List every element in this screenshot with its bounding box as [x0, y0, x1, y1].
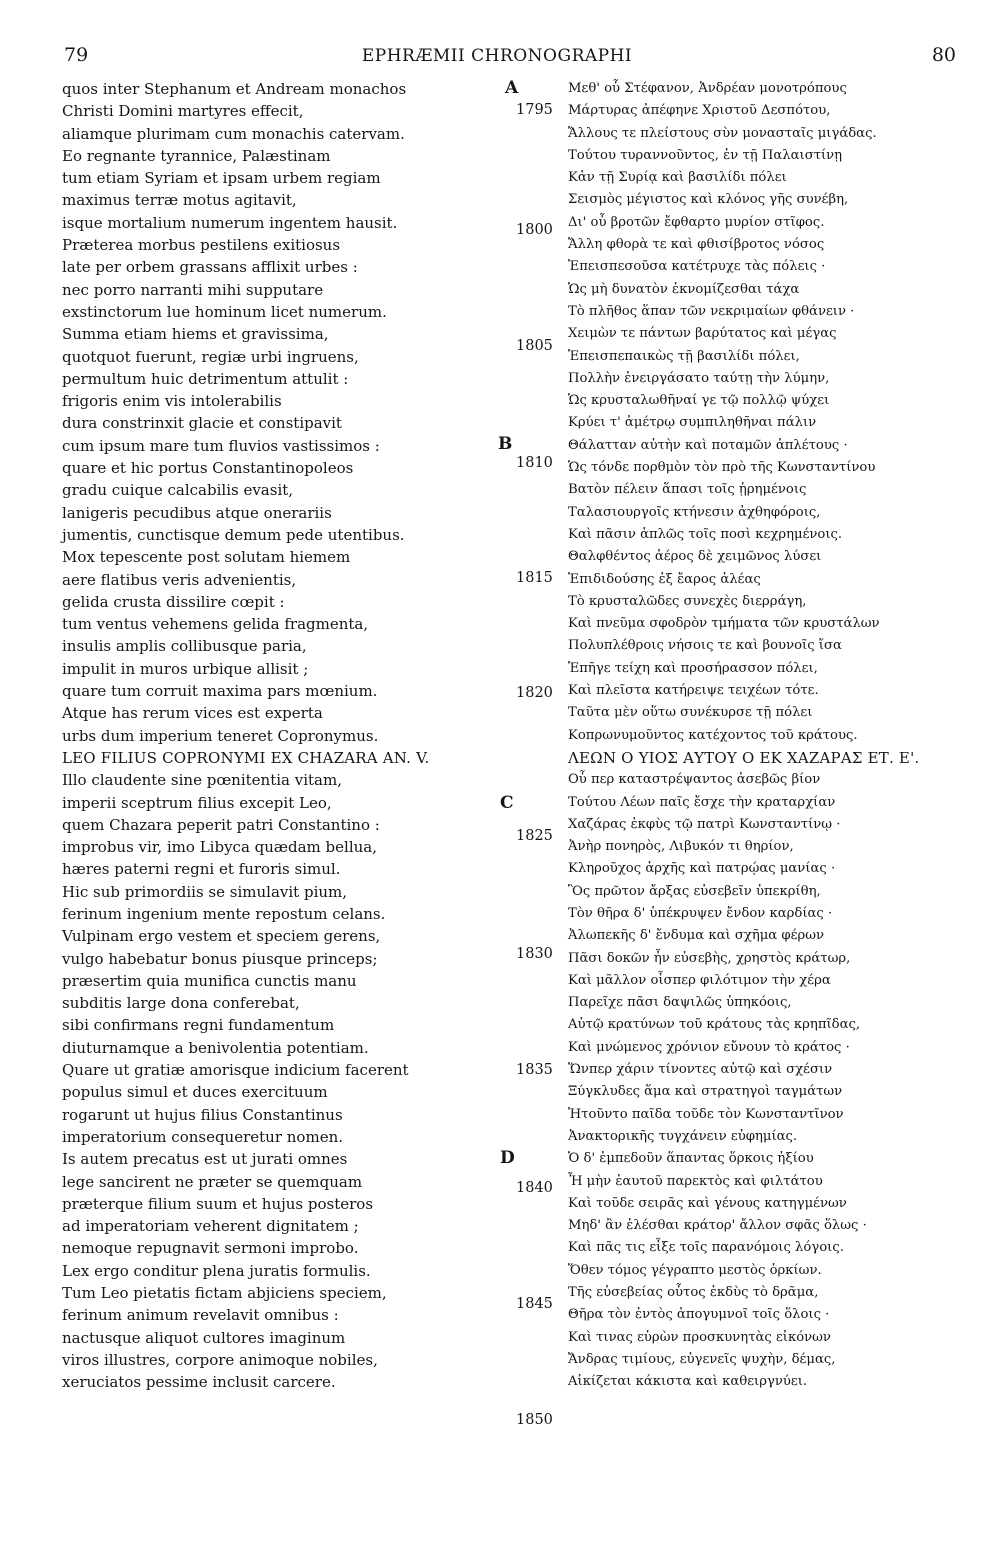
- latin-line: Vulpinam ergo vestem et speciem gerens,: [62, 927, 381, 946]
- latin-line: exstinctorum lue hominum licet numerum.: [62, 302, 387, 321]
- greek-line: Δι' οὗ βροτῶν ἔφθαρτο μυρίον στῖφος.: [568, 214, 825, 230]
- greek-line: Ἀλωπεκῆς δ' ἔνδυμα καὶ σχῆμα φέρων: [568, 928, 824, 944]
- greek-line: Πολλὴν ἐνειργάσατο ταύτῃ τὴν λύμην,: [568, 370, 830, 386]
- latin-line: imperatorium consequeretur nomen.: [62, 1127, 343, 1146]
- latin-line: tum ventus vehemens gelida fragmenta,: [62, 615, 369, 634]
- latin-line: diuturnamque a benivolentia potentiam.: [62, 1038, 369, 1057]
- greek-line: Τούτου Λέων παῖς ἔσχε τὴν κραταρχίαν: [568, 794, 836, 810]
- latin-line: maximus terræ motus agitavit,: [62, 191, 297, 210]
- greek-line: Πᾶσι δοκῶν ἦν εὐσεβὴς, χρηστὸς κράτωρ,: [568, 950, 851, 966]
- latin-line: ferinum animum revelavit omnibus :: [62, 1306, 339, 1325]
- latin-line: aere flatibus veris advenientis,: [62, 570, 297, 589]
- greek-line: Καὶ πᾶσιν ἁπλῶς τοῖς ποσὶ κεχρημένοις.: [568, 526, 843, 542]
- greek-line: Ὃς πρῶτον ἄρξας εὐσεβεῖν ὑπεκρίθη,: [568, 883, 821, 899]
- latin-line: nemoque repugnavit sermoni improbo.: [62, 1239, 359, 1258]
- greek-line: Κοπρωνυμοῦντος κατέχοντος τοῦ κράτους.: [568, 727, 858, 743]
- verse-number: 1795: [516, 102, 553, 118]
- greek-line: Ὁ δ' ἐμπεδοῦν ἅπαντας ὅρκοις ἠξίου: [568, 1151, 814, 1167]
- latin-line: quos inter Stephanum et Andream monachos: [62, 80, 407, 98]
- latin-line: Mox tepescente post solutam hiemem: [62, 548, 351, 567]
- latin-line: quare et hic portus Constantinopoleos: [62, 459, 354, 478]
- verse-number: 1840: [516, 1180, 553, 1196]
- latin-line: insulis amplis collibusque paria,: [62, 637, 307, 656]
- latin-line: Præterea morbus pestilens exitiosus: [62, 236, 341, 255]
- verse-number: 1820: [516, 685, 553, 701]
- section-marker-c: C: [500, 793, 514, 813]
- greek-line: Μηδ' ἂν ἑλέσθαι κράτορ' ἄλλον σφᾶς ὅλως ·: [568, 1218, 867, 1234]
- latin-line: sibi confirmans regni fundamentum: [62, 1016, 335, 1035]
- page-number-right: 80: [931, 44, 956, 66]
- greek-line: Ἀνακτορικῆς τυγχάνειν εὐφημίας.: [568, 1128, 798, 1144]
- greek-line: Καὶ πνεῦμα σφοδρὸν τμήματα τῶν κρυστάλων: [568, 616, 880, 632]
- greek-line: Χαζάρας ἐκφὺς τῷ πατρὶ Κωνσταντίνῳ ·: [568, 816, 841, 832]
- greek-line: Τούτου τυραννοῦντος, ἐν τῇ Παλαιστίνῃ: [568, 147, 843, 163]
- greek-line: Βατὸν πέλειν ἅπασι τοῖς ᾑρημένοις: [568, 482, 807, 498]
- latin-line: Lex ergo conditur plena juratis formulis.: [62, 1261, 371, 1280]
- greek-line: Ἄλλους τε πλείστους σὺν μονασταῖς μιγάδας.: [568, 125, 877, 141]
- latin-line: cum ipsum mare tum fluvios vastissimos :: [62, 436, 380, 455]
- latin-line: ad imperatoriam veherent dignitatem ;: [62, 1217, 359, 1236]
- latin-line: improbus vir, imo Libyca quædam bellua,: [62, 838, 377, 857]
- greek-line: Ἐπιδιδούσης ἐξ ἔαρος ἀλέας: [568, 571, 761, 587]
- greek-line: Ὡς τόνδε πορθμὸν τὸν πρὸ τῆς Κωνσταντίνου: [568, 460, 876, 476]
- greek-line: Ἄνδρας τιμίους, εὐγενεῖς ψυχὴν, δέμας,: [568, 1351, 836, 1367]
- greek-line: Οὗ περ καταστρέψαντος ἀσεβῶς βίον: [568, 772, 821, 788]
- latin-line: nactusque aliquot cultores imaginum: [62, 1328, 346, 1347]
- greek-line: Καὶ τοῦδε σειρᾶς καὶ γένους κατηγμένων: [568, 1195, 847, 1211]
- latin-line: gelida crusta dissilire cœpit :: [62, 592, 285, 611]
- verse-number: 1825: [516, 828, 553, 844]
- latin-line: gradu cuique calcabilis evasit,: [62, 481, 294, 500]
- greek-line: Ταῦτα μὲν οὕτω συνέκυρσε τῇ πόλει: [568, 705, 813, 721]
- latin-line: Is autem precatus est ut jurati omnes: [62, 1150, 348, 1169]
- greek-line: Μεθ' οὗ Στέφανον, Ἀνδρέαν μονοτρόπους: [568, 81, 847, 96]
- latin-line: Atque has rerum vices est experta: [62, 704, 323, 723]
- verse-number: 1830: [516, 946, 553, 962]
- latin-line: late per orbem grassans afflixit urbes :: [62, 258, 358, 277]
- latin-line: populus simul et duces exercituum: [62, 1083, 328, 1102]
- greek-line: Ὡς μὴ δυνατὸν ἐκνομίζεσθαι τάχα: [568, 281, 800, 297]
- greek-line: Θάλατταν αὐτὴν καὶ ποταμῶν ἀπλέτους ·: [568, 437, 848, 453]
- latin-line: hæres paterni regni et furoris simul.: [62, 860, 341, 879]
- greek-line: Κἀν τῇ Συρίᾳ καὶ βασιλίδι πόλει: [568, 170, 787, 186]
- latin-line: impulit in muros urbique allisit ;: [62, 659, 309, 678]
- greek-line: Θῆρα τὸν ἐντὸς ἀπογυμνοῖ τοῖς ὅλοις ·: [568, 1307, 830, 1323]
- verse-number: 1800: [516, 222, 553, 238]
- latin-line: quotquot fuerunt, regiæ urbi ingruens,: [62, 347, 359, 366]
- greek-line: Μάρτυρας ἀπέφηνε Χριστοῦ Δεσπότου,: [568, 103, 831, 119]
- latin-line: viros illustres, corpore animoque nobiles,: [62, 1350, 378, 1369]
- latin-section-heading: LEO FILIUS COPRONYMI EX CHAZARA AN. V.: [62, 748, 430, 767]
- latin-line: rogarunt ut hujus filius Constantinus: [62, 1105, 343, 1124]
- greek-line: Καὶ τινας εὑρὼν προσκυνητὰς εἰκόνων: [568, 1329, 831, 1345]
- latin-line: præterque filium suum et hujus posteros: [62, 1194, 374, 1213]
- greek-line: Ἄλλη φθορὰ τε καὶ φθισίβροτος νόσος: [568, 237, 825, 253]
- latin-line: lanigeris pecudibus atque onerariis: [62, 503, 332, 522]
- verse-number: 1810: [516, 455, 553, 471]
- latin-line: Illo claudente sine pœnitentia vitam,: [62, 771, 342, 790]
- verse-number: 1850: [516, 1412, 553, 1428]
- latin-line: Hic sub primordiis se simulavit pium,: [62, 882, 348, 901]
- greek-line: Τὸ κρυσταλῶδες συνεχὲς διερράγη,: [568, 593, 807, 609]
- latin-line: aliamque plurimam cum monachis catervam.: [62, 124, 405, 143]
- latin-line: præsertim quia munifica cunctis manu: [62, 971, 357, 990]
- running-title: EPHRÆMII CHRONOGRAPHI: [361, 46, 633, 66]
- greek-line: Ταλασιουργοῖς κτήνεσιν ἀχθηφόροις,: [568, 504, 821, 520]
- latin-line: Quare ut gratiæ amorisque indicium facerent: [62, 1061, 409, 1080]
- section-marker-a: A: [505, 78, 519, 98]
- latin-line: quem Chazara peperit patri Constantino :: [62, 815, 380, 834]
- greek-line: Ἦ μὴν ἑαυτοῦ παρεκτὸς καὶ φιλτάτου: [568, 1173, 823, 1189]
- greek-line: Χειμὼν τε πάντων βαρύτατος καὶ μέγας: [568, 326, 837, 342]
- latin-line: quare tum corruit maxima pars mœnium.: [62, 682, 378, 701]
- latin-line: urbs dum imperium teneret Copronymus.: [62, 726, 379, 745]
- greek-line: Ἀνὴρ πονηρὸς, Λιβυκόν τι θηρίον,: [568, 839, 794, 855]
- greek-line: Ἐπῆγε τείχη καὶ προσήρασσον πόλει,: [568, 660, 818, 676]
- verse-number: 1835: [516, 1062, 553, 1078]
- page-number-left: 79: [64, 44, 89, 66]
- latin-line: permultum huic detrimentum attulit :: [62, 369, 349, 388]
- greek-section-heading: ΛΕΩΝ Ο ΥΙΟΣ ΑΥΤΟΥ Ο ΕΚ ΧΑΖΑΡΑΣ ΕΤ. Ε'.: [568, 748, 920, 767]
- latin-line: nec porro narranti mihi supputare: [62, 280, 324, 299]
- latin-line: vulgo habebatur bonus piusque princeps;: [62, 949, 378, 968]
- greek-line: Ὥνπερ χάριν τίνοντες αὐτῷ καὶ σχέσιν: [568, 1062, 833, 1078]
- verse-number: 1845: [516, 1296, 553, 1312]
- greek-line: Καὶ μνώμενος χρόνιον εὔνουν τὸ κράτος ·: [568, 1039, 850, 1055]
- greek-line: Ὅθεν τόμος γέγραπτο μεστὸς ὁρκίων.: [568, 1262, 822, 1278]
- greek-line: Κρύει τ' ἀμέτρῳ συμπιληθῆναι πάλιν: [568, 415, 817, 431]
- greek-line: Παρεῖχε πᾶσι δαψιλῶς ὑπηκόοις,: [568, 995, 792, 1011]
- section-marker-b: B: [498, 434, 513, 454]
- latin-column: [62, 78, 492, 1394]
- latin-line: jumentis, cunctisque demum pede utentibus.: [62, 525, 405, 544]
- greek-line: Ξύγκλυδες ἅμα καὶ στρατηγοὶ ταγμάτων: [568, 1084, 843, 1100]
- latin-line: dura constrinxit glacie et constipavit: [62, 414, 342, 433]
- latin-line: ferinum ingenium mente repostum celans.: [62, 904, 386, 923]
- latin-line: lege sancirent ne præter se quemquam: [62, 1172, 363, 1191]
- latin-line: xeruciatos pessime inclusit carcere.: [62, 1373, 336, 1392]
- greek-line: Τῆς εὐσεβείας οὗτος ἐκδὺς τὸ δρᾶμα,: [568, 1285, 819, 1301]
- greek-line: Τὸ πλῆθος ἅπαν τῶν νεκριμαίων φθάνειν ·: [568, 303, 855, 319]
- latin-line: Tum Leo pietatis fictam abjiciens speciem,: [62, 1284, 387, 1303]
- greek-line: Ὡς κρυσταλωθῆναί γε τῷ πολλῷ ψύχει: [568, 393, 830, 409]
- greek-line: Ἠτοῦντο παῖδα τοῦδε τὸν Κωνσταντῖνον: [568, 1106, 844, 1122]
- latin-line: Christi Domini martyres effecit,: [62, 102, 304, 121]
- greek-line: Κληροῦχος ἀρχῆς καὶ πατρῴας μανίας ·: [568, 861, 836, 877]
- latin-line: frigoris enim vis intolerabilis: [62, 392, 282, 411]
- latin-line: isque mortalium numerum ingentem hausit.: [62, 213, 398, 232]
- greek-line: Σεισμὸς μέγιστος καὶ κλόνος γῆς συνέβη,: [568, 192, 849, 208]
- greek-line: Ἐπεισπεσοῦσα κατέτρυχε τὰς πόλεις ·: [568, 259, 826, 275]
- greek-line: Καὶ πᾶς τις εἶξε τοῖς παρανόμοις λόγοις.: [568, 1240, 844, 1256]
- verse-number: 1805: [516, 338, 553, 354]
- greek-line: Αἰκίζεται κάκιστα καὶ καθειργνύει.: [568, 1374, 808, 1390]
- greek-column: [568, 78, 978, 1394]
- page-header: [0, 44, 994, 74]
- greek-line: Καὶ πλεῖστα κατήρειψε τειχέων τότε.: [568, 683, 819, 699]
- verse-number: 1815: [516, 570, 553, 586]
- greek-line: Τὸν θῆρα δ' ὑπέκρυψεν ἔνδον καρδίας ·: [568, 905, 833, 921]
- section-marker-d: D: [500, 1148, 515, 1168]
- greek-line: Πολυπλέθροις νήσοις τε καὶ βουνοῖς ἴσα: [568, 638, 842, 654]
- greek-line: Καὶ μᾶλλον οἷσπερ φιλότιμον τὴν χέρα: [568, 972, 831, 988]
- latin-line: Eo regnante tyrannice, Palæstinam: [62, 146, 331, 165]
- latin-line: subditis large dona conferebat,: [62, 994, 300, 1013]
- greek-line: Ἐπεισπεπαικὼς τῇ βασιλίδι πόλει,: [568, 348, 800, 364]
- latin-line: tum etiam Syriam et ipsam urbem regiam: [62, 169, 381, 188]
- greek-line: Θαλφθέντος ἀέρος δὲ χειμῶνος λύσει: [568, 549, 822, 565]
- greek-line: Αὐτῷ κρατύνων τοῦ κράτους τὰς κρηπῖδας,: [568, 1017, 861, 1033]
- latin-line: imperii sceptrum filius excepit Leo,: [62, 793, 332, 812]
- latin-line: Summa etiam hiems et gravissima,: [62, 325, 329, 344]
